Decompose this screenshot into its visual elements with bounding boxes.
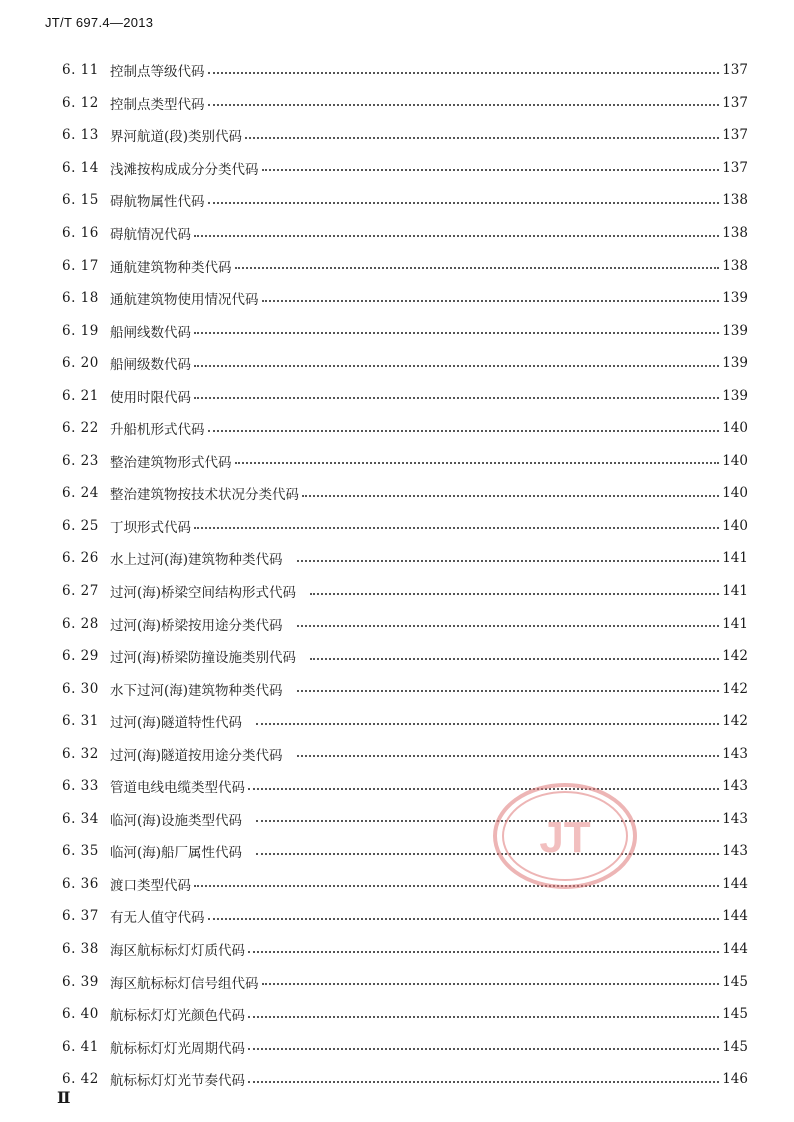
toc-entry-title: 碍航物属性代码 bbox=[110, 194, 205, 211]
standard-code-header: JT/T 697.4—2013 bbox=[45, 15, 154, 30]
page-number-footer: Ⅱ bbox=[57, 1088, 70, 1107]
toc-entry-number: 6. 31 bbox=[62, 713, 99, 730]
toc-entry-page: 143 bbox=[722, 810, 748, 827]
toc-entry-number: 6. 41 bbox=[62, 1038, 99, 1055]
toc-entry-page: 141 bbox=[722, 583, 748, 600]
toc-entry-title: 过河(海)隧道按用途分类代码 bbox=[110, 747, 283, 764]
toc-entry-page: 141 bbox=[722, 550, 748, 567]
toc-entry-number: 6. 26 bbox=[62, 550, 99, 567]
toc-entry-title: 通航建筑物使用情况代码 bbox=[110, 292, 259, 309]
dot-leader bbox=[248, 1047, 719, 1050]
toc-entry[interactable] bbox=[62, 770, 748, 803]
toc-entry-number: 6. 30 bbox=[62, 680, 99, 697]
toc-entry[interactable] bbox=[62, 152, 748, 185]
toc-entry[interactable] bbox=[62, 1063, 748, 1096]
toc-entry-number: 6. 28 bbox=[62, 615, 99, 632]
toc-entry[interactable] bbox=[62, 249, 748, 282]
toc-entry-number: 6. 27 bbox=[62, 583, 99, 600]
toc-entry-page: 139 bbox=[722, 322, 748, 339]
toc-entry-page: 138 bbox=[722, 257, 748, 274]
toc-entry-title: 海区航标标灯信号组代码 bbox=[110, 975, 259, 992]
toc-entry-number: 6. 20 bbox=[62, 355, 99, 372]
toc-entry-number: 6. 29 bbox=[62, 648, 99, 665]
dot-leader bbox=[208, 103, 720, 106]
toc-entry-title: 渡口类型代码 bbox=[110, 877, 191, 894]
toc-entry-number: 6. 13 bbox=[62, 127, 99, 144]
toc-entry-number: 6. 14 bbox=[62, 159, 99, 176]
toc-entry[interactable] bbox=[62, 998, 748, 1031]
toc-entry-number: 6. 33 bbox=[62, 778, 99, 795]
toc-entry[interactable] bbox=[62, 737, 748, 770]
dot-leader bbox=[297, 689, 719, 692]
dot-leader bbox=[302, 494, 719, 497]
toc-entry-title: 航标标灯灯光周期代码 bbox=[110, 1040, 245, 1057]
toc-entry-title: 管道电线电缆类型代码 bbox=[110, 780, 245, 797]
toc-entry[interactable] bbox=[62, 412, 748, 445]
toc-entry-number: 6. 34 bbox=[62, 810, 99, 827]
toc-entry[interactable] bbox=[62, 347, 748, 380]
toc-entry-number: 6. 17 bbox=[62, 257, 99, 274]
dot-leader bbox=[208, 917, 720, 920]
toc-entry-page: 145 bbox=[722, 1006, 748, 1023]
dot-leader bbox=[245, 136, 719, 139]
toc-entry-title: 整治建筑物形式代码 bbox=[110, 454, 232, 471]
toc-entry[interactable] bbox=[62, 1030, 748, 1063]
dot-leader bbox=[262, 168, 720, 171]
toc-entry[interactable] bbox=[62, 868, 748, 901]
toc-entry-page: 139 bbox=[722, 387, 748, 404]
toc-entry-title: 控制点等级代码 bbox=[110, 64, 205, 81]
toc-entry-title: 碍航情况代码 bbox=[110, 227, 191, 243]
toc-entry-title: 有无人值守代码 bbox=[110, 910, 205, 927]
toc-entry-number: 6. 35 bbox=[62, 843, 99, 860]
toc-entry-number: 6. 19 bbox=[62, 322, 99, 339]
dot-leader bbox=[235, 461, 720, 464]
toc-entry[interactable] bbox=[62, 575, 748, 608]
dot-leader bbox=[194, 331, 719, 334]
toc-entry-page: 139 bbox=[722, 290, 748, 307]
dot-leader bbox=[248, 1015, 719, 1018]
toc-entry-page: 143 bbox=[722, 843, 748, 860]
toc-entry[interactable] bbox=[62, 933, 748, 966]
toc-entry-title: 船闸级数代码 bbox=[110, 357, 191, 374]
dot-leader bbox=[248, 950, 719, 953]
toc-entry-title: 航标标灯灯光节奏代码 bbox=[110, 1073, 245, 1090]
toc-entry-page: 143 bbox=[722, 745, 748, 762]
toc-entry-title: 水下过河(海)建筑物种类代码 bbox=[110, 682, 283, 699]
toc-entry-page: 143 bbox=[722, 778, 748, 795]
toc-entry-number: 6. 24 bbox=[62, 485, 99, 502]
toc-entry-page: 140 bbox=[722, 485, 748, 502]
toc-entry-title: 过河(海)桥梁防撞设施类别代码 bbox=[110, 650, 297, 667]
toc-entry-title: 船闸线数代码 bbox=[110, 324, 191, 341]
toc-entry-title: 通航建筑物种类代码 bbox=[110, 259, 232, 276]
dot-leader bbox=[248, 787, 719, 790]
toc-entry-number: 6. 25 bbox=[62, 517, 99, 534]
toc-entry-page: 137 bbox=[722, 127, 748, 144]
dot-leader bbox=[297, 754, 719, 757]
toc-entry-title: 临河(海)设施类型代码 bbox=[110, 812, 243, 829]
toc-entry[interactable] bbox=[62, 119, 748, 152]
toc-entry-number: 6. 23 bbox=[62, 452, 99, 469]
toc-entry-title: 浅滩按构成成分分类代码 bbox=[110, 161, 259, 178]
toc-entry-title: 整治建筑物按技术状况分类代码 bbox=[110, 487, 299, 504]
toc-entry-page: 144 bbox=[722, 875, 748, 892]
toc-entry[interactable] bbox=[62, 900, 748, 933]
toc-entry-page: 142 bbox=[722, 680, 748, 697]
toc-entry-number: 6. 39 bbox=[62, 973, 99, 990]
toc-entry-number: 6. 21 bbox=[62, 387, 99, 404]
toc-entry[interactable] bbox=[62, 379, 748, 412]
dot-leader bbox=[235, 266, 720, 269]
toc-entry-page: 137 bbox=[722, 62, 748, 79]
toc-entry-page: 138 bbox=[722, 192, 748, 209]
toc-entry-page: 140 bbox=[722, 420, 748, 437]
toc-entry-page: 140 bbox=[722, 452, 748, 469]
toc-entry[interactable] bbox=[62, 640, 748, 673]
dot-leader bbox=[297, 624, 719, 627]
toc-entry-number: 6. 32 bbox=[62, 745, 99, 762]
dot-leader bbox=[194, 526, 719, 529]
toc-entry[interactable] bbox=[62, 607, 748, 640]
toc-entry-title: 控制点类型代码 bbox=[110, 96, 205, 113]
jt-watermark-stamp-icon bbox=[492, 782, 638, 890]
dot-leader bbox=[297, 559, 719, 562]
toc-entry[interactable] bbox=[62, 184, 748, 217]
toc-entry[interactable] bbox=[62, 835, 748, 868]
toc-entry[interactable] bbox=[62, 314, 748, 347]
toc-entry[interactable] bbox=[62, 672, 748, 705]
toc-entry[interactable] bbox=[62, 87, 748, 120]
toc-entry-title: 临河(海)船厂属性代码 bbox=[110, 845, 243, 862]
toc-entry[interactable] bbox=[62, 282, 748, 315]
toc-entry-title: 过河(海)桥梁空间结构形式代码 bbox=[110, 585, 297, 602]
toc-entry[interactable] bbox=[62, 445, 748, 478]
toc-entry-page: 137 bbox=[722, 94, 748, 111]
toc-entry-page: 144 bbox=[722, 941, 748, 958]
toc-entry-title: 界河航道(段)类别代码 bbox=[110, 129, 243, 146]
toc-entry-number: 6. 37 bbox=[62, 908, 99, 925]
toc-entry-page: 146 bbox=[722, 1071, 748, 1088]
toc-entry-number: 6. 11 bbox=[62, 62, 99, 79]
dot-leader bbox=[208, 71, 720, 74]
dot-leader bbox=[310, 657, 719, 660]
toc-entry-page: 145 bbox=[722, 973, 748, 990]
dot-leader bbox=[194, 396, 719, 399]
dot-leader bbox=[262, 982, 720, 985]
toc-entry-page: 137 bbox=[722, 159, 748, 176]
toc-entry-title: 航标标灯灯光颜色代码 bbox=[110, 1008, 245, 1025]
toc-entry-page: 142 bbox=[722, 648, 748, 665]
toc-entry-title: 升船机形式代码 bbox=[110, 422, 205, 439]
dot-leader bbox=[310, 592, 719, 595]
toc-entry[interactable] bbox=[62, 803, 748, 836]
toc-entry-number: 6. 16 bbox=[62, 225, 99, 241]
toc-entry-page: 144 bbox=[722, 908, 748, 925]
toc-entry[interactable] bbox=[62, 965, 748, 998]
dot-leader bbox=[256, 722, 719, 725]
toc-entry-page: 145 bbox=[722, 1038, 748, 1055]
toc-entry-title: 海区航标标灯灯质代码 bbox=[110, 943, 245, 960]
dot-leader bbox=[194, 234, 719, 237]
dot-leader bbox=[208, 201, 720, 204]
dot-leader bbox=[194, 884, 719, 887]
toc-entry[interactable] bbox=[62, 54, 748, 87]
dot-leader bbox=[208, 429, 720, 432]
toc-entry-page: 142 bbox=[722, 713, 748, 730]
toc-entry-page: 140 bbox=[722, 517, 748, 534]
dot-leader bbox=[248, 1080, 719, 1083]
toc-entry[interactable] bbox=[62, 217, 748, 250]
dot-leader bbox=[262, 299, 720, 302]
toc-entry-title: 过河(海)桥梁按用途分类代码 bbox=[110, 617, 283, 634]
toc-entry-title: 丁坝形式代码 bbox=[110, 519, 191, 536]
toc-entry[interactable] bbox=[62, 542, 748, 575]
toc-entry-title: 过河(海)隧道特性代码 bbox=[110, 715, 243, 732]
stamp-text: JT bbox=[539, 813, 591, 862]
toc-entry-page: 138 bbox=[722, 225, 748, 241]
dot-leader bbox=[194, 364, 719, 367]
dot-leader bbox=[256, 852, 719, 855]
toc-entry-number: 6. 15 bbox=[62, 192, 99, 209]
toc-entry-number: 6. 12 bbox=[62, 94, 99, 111]
toc-entry-number: 6. 38 bbox=[62, 941, 99, 958]
toc-entry-number: 6. 40 bbox=[62, 1006, 99, 1023]
toc-entry-number: 6. 42 bbox=[62, 1071, 99, 1088]
dot-leader bbox=[256, 819, 719, 822]
toc-entry-title: 水上过河(海)建筑物种类代码 bbox=[110, 552, 283, 569]
toc-entry[interactable] bbox=[62, 705, 748, 738]
toc-entry-page: 139 bbox=[722, 355, 748, 372]
toc-entry[interactable] bbox=[62, 510, 748, 543]
toc-entry-title: 使用时限代码 bbox=[110, 389, 191, 406]
toc-entry-page: 141 bbox=[722, 615, 748, 632]
table-of-contents bbox=[62, 54, 748, 1096]
toc-entry-number: 6. 18 bbox=[62, 290, 99, 307]
toc-entry-number: 6. 36 bbox=[62, 875, 99, 892]
toc-entry[interactable] bbox=[62, 477, 748, 510]
toc-entry-number: 6. 22 bbox=[62, 420, 99, 437]
